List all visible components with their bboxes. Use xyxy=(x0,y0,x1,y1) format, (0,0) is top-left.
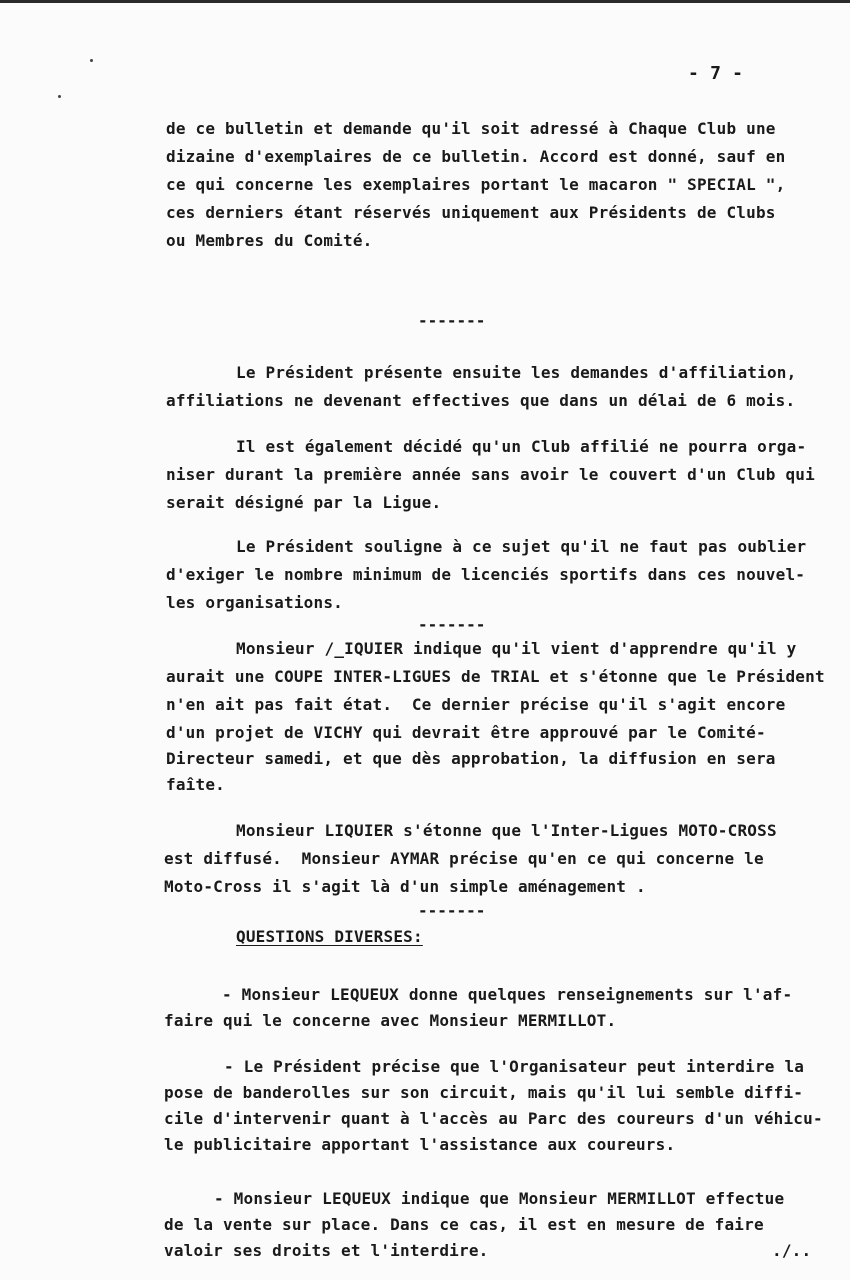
separator: ------- xyxy=(418,615,486,634)
section-heading: QUESTIONS DIVERSES: xyxy=(236,927,423,946)
page-number: - 7 - xyxy=(688,63,744,84)
para3-line: serait désigné par la Ligue. xyxy=(166,493,442,512)
item2-line: pose de banderolles sur son circuit, mais qu'il lui semble diffi- xyxy=(164,1083,804,1102)
para6-line: est diffusé. Monsieur AYMAR précise qu'en ce qui concerne le xyxy=(164,849,764,868)
separator: ------- xyxy=(418,311,486,330)
para4-line: les organisations. xyxy=(166,593,343,612)
item1-line: - Monsieur LEQUEUX donne quelques renseignements sur l'af- xyxy=(222,985,793,1004)
para2-line: affiliations ne devenant effectives que dans un délai de 6 mois. xyxy=(166,391,796,410)
para2-line: Le Président présente ensuite les demandes d'affiliation, xyxy=(236,363,797,382)
para1-line: ce qui concerne les exemplaires portant le macaron " SPECIAL ", xyxy=(166,175,786,194)
para5-line: Monsieur /_IQUIER indique qu'il vient d'apprendre qu'il y xyxy=(236,639,797,658)
item2-line: cile d'intervenir quant à l'accès au Parc des coureurs d'un véhicu- xyxy=(164,1109,823,1128)
para6-line: Monsieur LIQUIER s'étonne que l'Inter-Ligues MOTO-CROSS xyxy=(236,821,777,840)
item2-line: le publicitaire apportant l'assistance aux coureurs. xyxy=(164,1135,676,1154)
para1-line: ou Membres du Comité. xyxy=(166,231,373,250)
para5-line: d'un projet de VICHY qui devrait être approuvé par le Comité- xyxy=(166,723,766,742)
continuation-mark: ./.. xyxy=(772,1241,812,1260)
separator: ------- xyxy=(418,901,486,920)
item2-line: - Le Président précise que l'Organisateur peut interdire la xyxy=(224,1057,805,1076)
scan-speck xyxy=(90,59,93,62)
para5-line: Directeur samedi, et que dès approbation, la diffusion en sera xyxy=(166,749,776,768)
para3-line: Il est également décidé qu'un Club affilié ne pourra orga- xyxy=(236,437,807,456)
para4-line: d'exiger le nombre minimum de licenciés sportifs dans ces nouvel- xyxy=(166,565,806,584)
para4-line: Le Président souligne à ce sujet qu'il ne faut pas oublier xyxy=(236,537,807,556)
para3-line: niser durant la première année sans avoir le couvert d'un Club qui xyxy=(166,465,815,484)
para5-line: aurait une COUPE INTER-LIGUES de TRIAL et s'étonne que le Président xyxy=(166,667,825,686)
para5-line: faîte. xyxy=(166,775,225,794)
para1-line: de ce bulletin et demande qu'il soit adressé à Chaque Club une xyxy=(166,119,776,138)
para5-line: n'en ait pas fait état. Ce dernier précise qu'il s'agit encore xyxy=(166,695,786,714)
scan-speck xyxy=(58,95,61,98)
para6-line: Moto-Cross il s'agit là d'un simple aménagement . xyxy=(164,877,646,896)
item1-line: faire qui le concerne avec Monsieur MERMILLOT. xyxy=(164,1011,617,1030)
para1-line: dizaine d'exemplaires de ce bulletin. Accord est donné, sauf en xyxy=(166,147,786,166)
item3-line: de la vente sur place. Dans ce cas, il est en mesure de faire xyxy=(164,1215,764,1234)
item3-line: - Monsieur LEQUEUX indique que Monsieur MERMILLOT effectue xyxy=(214,1189,785,1208)
para1-line: ces derniers étant réservés uniquement aux Présidents de Clubs xyxy=(166,203,776,222)
item3-line: valoir ses droits et l'interdire. xyxy=(164,1241,489,1260)
